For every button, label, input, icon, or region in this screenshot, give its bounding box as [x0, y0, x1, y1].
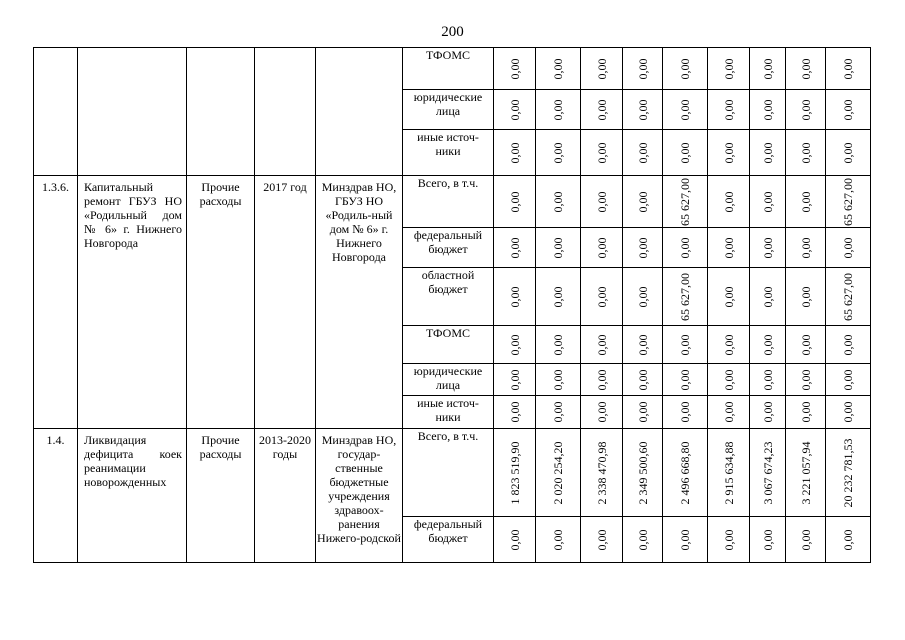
item-index: 1.3.6. [34, 176, 78, 429]
value-cell [786, 90, 826, 130]
value-cell [581, 517, 623, 563]
amount: 3 221 057,94 [798, 441, 813, 504]
amount: 65 627,00 [678, 272, 692, 321]
funding-source: Всего, в т.ч. [403, 429, 494, 517]
value-cell [708, 364, 750, 396]
amount: 0,00 [507, 142, 522, 163]
continued-executor [316, 48, 403, 176]
continued-item-name [78, 48, 187, 176]
value-cell [826, 326, 871, 364]
amount: 2 338 470,98 [594, 441, 609, 504]
amount: 0,00 [635, 191, 650, 212]
value-cell [708, 517, 750, 563]
funding-source: областной бюджет [403, 268, 494, 326]
value-cell [750, 396, 786, 429]
amount: 0,00 [841, 334, 855, 355]
amount: 0,00 [678, 401, 692, 423]
executor: Минздрав НО, ГБУЗ НО «Родиль-ный дом № 6» г. Нижнего Новгорода [316, 176, 403, 429]
table-row [34, 48, 871, 90]
amount: 0,00 [507, 529, 522, 550]
value-cell [581, 268, 623, 326]
funding-table [33, 47, 871, 563]
amount: 0,00 [507, 369, 522, 390]
value-cell [536, 130, 581, 176]
amount: 0,00 [551, 191, 565, 212]
value-cell [708, 48, 750, 90]
value-cell [623, 228, 663, 268]
amount: 0,00 [551, 58, 565, 79]
amount: 0,00 [798, 286, 813, 307]
amount: 0,00 [760, 58, 775, 79]
amount: 0,00 [551, 99, 565, 120]
value-cell [536, 90, 581, 130]
amount: 0,00 [594, 58, 609, 79]
amount: 0,00 [635, 237, 650, 258]
amount: 0,00 [798, 58, 813, 79]
expense-type: Прочие расходы [187, 429, 255, 563]
value-cell [663, 228, 708, 268]
value-cell [786, 268, 826, 326]
funding-source: ТФОМС [403, 48, 494, 90]
value-cell [826, 130, 871, 176]
value-cell [826, 48, 871, 90]
value-cell [581, 364, 623, 396]
value-cell [663, 396, 708, 429]
page-number: 200 [441, 24, 464, 40]
value-cell [623, 364, 663, 396]
value-cell [826, 268, 871, 326]
amount: 0,00 [721, 529, 736, 550]
period: 2017 год [255, 176, 316, 429]
amount: 0,00 [760, 142, 775, 163]
amount: 0,00 [594, 286, 609, 307]
funding-source: федеральный бюджет [403, 517, 494, 563]
value-cell [786, 396, 826, 429]
table-row [34, 176, 871, 228]
amount: 0,00 [760, 237, 775, 258]
value-cell [750, 48, 786, 90]
value-cell [536, 268, 581, 326]
amount: 0,00 [678, 334, 692, 355]
table-row [34, 429, 871, 517]
amount: 0,00 [721, 99, 736, 120]
amount: 0,00 [551, 334, 565, 355]
amount: 2 496 668,80 [678, 441, 692, 504]
amount: 0,00 [798, 529, 813, 550]
amount: 0,00 [798, 369, 813, 390]
value-cell [708, 396, 750, 429]
value-cell [708, 268, 750, 326]
value-cell [786, 429, 826, 517]
amount: 0,00 [798, 191, 813, 212]
value-cell [750, 517, 786, 563]
amount: 0,00 [721, 401, 736, 423]
value-cell [663, 429, 708, 517]
value-cell [581, 130, 623, 176]
value-cell [750, 364, 786, 396]
value-cell [663, 130, 708, 176]
amount: 0,00 [760, 334, 775, 355]
amount: 20 232 781,53 [841, 438, 855, 507]
value-cell [826, 228, 871, 268]
amount: 0,00 [635, 369, 650, 390]
value-cell [536, 48, 581, 90]
value-cell [536, 326, 581, 364]
value-cell [623, 396, 663, 429]
value-cell [494, 268, 536, 326]
amount: 1 823 519,90 [507, 441, 522, 504]
continued-item-index [34, 48, 78, 176]
amount: 0,00 [760, 369, 775, 390]
amount: 0,00 [678, 58, 692, 79]
value-cell [623, 268, 663, 326]
funding-source: юридические лица [403, 364, 494, 396]
value-cell [536, 228, 581, 268]
value-cell [826, 176, 871, 228]
amount: 0,00 [551, 369, 565, 390]
amount: 65 627,00 [841, 177, 855, 226]
value-cell [494, 396, 536, 429]
value-cell [786, 176, 826, 228]
amount: 0,00 [594, 142, 609, 163]
amount: 0,00 [798, 237, 813, 258]
value-cell [581, 396, 623, 429]
value-cell [536, 176, 581, 228]
amount: 0,00 [678, 237, 692, 258]
amount: 0,00 [760, 191, 775, 212]
value-cell [581, 429, 623, 517]
amount: 0,00 [678, 529, 692, 550]
amount: 0,00 [798, 401, 813, 423]
amount: 0,00 [841, 401, 855, 423]
value-cell [494, 176, 536, 228]
amount: 0,00 [594, 99, 609, 120]
funding-source: ТФОМС [403, 326, 494, 364]
amount: 0,00 [841, 529, 855, 550]
amount: 0,00 [841, 99, 855, 120]
amount: 0,00 [594, 529, 609, 550]
value-cell [826, 90, 871, 130]
amount: 0,00 [635, 142, 650, 163]
amount: 0,00 [551, 142, 565, 163]
value-cell [536, 396, 581, 429]
amount: 0,00 [551, 401, 565, 423]
amount: 2 020 254,20 [551, 441, 565, 504]
value-cell [623, 326, 663, 364]
amount: 0,00 [507, 99, 522, 120]
value-cell [581, 228, 623, 268]
value-cell [826, 364, 871, 396]
value-cell [623, 48, 663, 90]
value-cell [623, 130, 663, 176]
value-cell [708, 326, 750, 364]
value-cell [663, 517, 708, 563]
value-cell [786, 364, 826, 396]
amount: 0,00 [760, 401, 775, 423]
amount: 0,00 [760, 99, 775, 120]
value-cell [786, 326, 826, 364]
amount: 0,00 [507, 237, 522, 258]
amount: 0,00 [507, 191, 522, 212]
value-cell [708, 429, 750, 517]
value-cell [750, 176, 786, 228]
amount: 65 627,00 [678, 177, 692, 226]
value-cell [750, 90, 786, 130]
amount: 0,00 [507, 58, 522, 79]
amount: 0,00 [721, 58, 736, 79]
amount: 0,00 [507, 286, 522, 307]
value-cell [708, 90, 750, 130]
value-cell [750, 268, 786, 326]
value-cell [708, 228, 750, 268]
amount: 0,00 [551, 237, 565, 258]
value-cell [494, 130, 536, 176]
value-cell [494, 517, 536, 563]
funding-source: иные источ-ники [403, 130, 494, 176]
value-cell [581, 326, 623, 364]
amount: 0,00 [721, 334, 736, 355]
value-cell [494, 429, 536, 517]
value-cell [826, 396, 871, 429]
period: 2013-2020 годы [255, 429, 316, 563]
amount: 0,00 [551, 529, 565, 550]
value-cell [623, 429, 663, 517]
value-cell [786, 517, 826, 563]
value-cell [494, 48, 536, 90]
amount: 0,00 [841, 237, 855, 258]
amount: 0,00 [760, 529, 775, 550]
amount: 0,00 [594, 369, 609, 390]
continued-expense-type [187, 48, 255, 176]
value-cell [623, 176, 663, 228]
value-cell [494, 90, 536, 130]
amount: 0,00 [635, 334, 650, 355]
table-body [34, 48, 871, 563]
value-cell [536, 517, 581, 563]
item-name: Капитальный ремонт ГБУЗ НО «Родильный дом № 6» г. Нижнего Новгорода [78, 176, 187, 429]
amount: 0,00 [507, 334, 522, 355]
amount: 0,00 [594, 401, 609, 423]
amount: 0,00 [841, 142, 855, 163]
value-cell [663, 48, 708, 90]
amount: 0,00 [507, 401, 522, 423]
item-name: Ликвидация дефицита коек реанимации новорожденных [78, 429, 187, 563]
value-cell [786, 48, 826, 90]
value-cell [826, 429, 871, 517]
value-cell [494, 364, 536, 396]
amount: 0,00 [798, 99, 813, 120]
amount: 0,00 [594, 334, 609, 355]
amount: 0,00 [678, 99, 692, 120]
funding-source: иные источ-ники [403, 396, 494, 429]
amount: 0,00 [594, 191, 609, 212]
value-cell [663, 364, 708, 396]
value-cell [663, 176, 708, 228]
value-cell [750, 429, 786, 517]
amount: 0,00 [635, 529, 650, 550]
value-cell [786, 130, 826, 176]
value-cell [494, 326, 536, 364]
amount: 0,00 [635, 58, 650, 79]
funding-source: юридические лица [403, 90, 494, 130]
value-cell [663, 268, 708, 326]
amount: 0,00 [721, 237, 736, 258]
value-cell [581, 176, 623, 228]
amount: 0,00 [594, 237, 609, 258]
amount: 0,00 [760, 286, 775, 307]
value-cell [708, 176, 750, 228]
amount: 0,00 [798, 334, 813, 355]
amount: 0,00 [798, 142, 813, 163]
item-index: 1.4. [34, 429, 78, 563]
value-cell [581, 90, 623, 130]
value-cell [826, 517, 871, 563]
value-cell [536, 429, 581, 517]
amount: 0,00 [678, 369, 692, 390]
amount: 0,00 [721, 286, 736, 307]
amount: 0,00 [678, 142, 692, 163]
amount: 2 915 634,88 [721, 441, 736, 504]
amount: 0,00 [721, 142, 736, 163]
expense-type: Прочие расходы [187, 176, 255, 429]
executor: Минздрав НО, государ-ственные бюджетные учреждения здравоох-ранения Нижего-родской [316, 429, 403, 563]
amount: 0,00 [635, 401, 650, 423]
amount: 0,00 [635, 286, 650, 307]
continued-period [255, 48, 316, 176]
value-cell [708, 130, 750, 176]
value-cell [623, 90, 663, 130]
value-cell [494, 228, 536, 268]
amount: 2 349 500,60 [635, 441, 650, 504]
value-cell [750, 130, 786, 176]
funding-source: Всего, в т.ч. [403, 176, 494, 228]
amount: 0,00 [721, 369, 736, 390]
value-cell [581, 48, 623, 90]
amount: 0,00 [841, 369, 855, 390]
value-cell [663, 326, 708, 364]
value-cell [623, 517, 663, 563]
funding-source: федеральный бюджет [403, 228, 494, 268]
value-cell [750, 326, 786, 364]
value-cell [786, 228, 826, 268]
amount: 65 627,00 [841, 272, 855, 321]
amount: 0,00 [721, 191, 736, 212]
amount: 3 067 674,23 [760, 441, 775, 504]
amount: 0,00 [635, 99, 650, 120]
value-cell [536, 364, 581, 396]
value-cell [663, 90, 708, 130]
amount: 0,00 [551, 286, 565, 307]
amount: 0,00 [841, 58, 855, 79]
value-cell [750, 228, 786, 268]
